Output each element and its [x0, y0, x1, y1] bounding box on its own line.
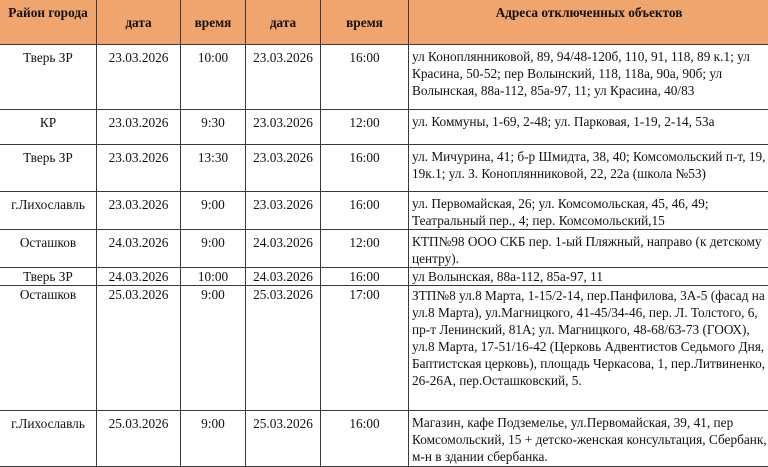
addresses-cell: ул Коноплянниковой, 89, 94/48-120б, 110, 91, 118, 89 к.1; ул Красина, 50-52; пер Волынский, 118, 118а, 90а, 90б; ул Волынская, 88а-112, 85а-97, 11; ул Красина, 40/83 [409, 45, 768, 110]
end-date-cell: 25.03.2026 [246, 411, 321, 467]
start-date-cell: 25.03.2026 [97, 286, 181, 411]
district-cell: г.Лихославль [0, 192, 97, 230]
start-time-cell: 13:30 [181, 145, 246, 192]
header-start-time: время [181, 0, 246, 45]
start-time-cell: 9:00 [181, 411, 246, 467]
table-row [0, 268, 768, 286]
header-addresses: Адреса отключенных объектов [409, 0, 768, 45]
table-row [0, 286, 768, 411]
start-time-cell: 9:30 [181, 110, 246, 145]
addresses-cell: Магазин, кафе Подземелье, ул.Первомайская, 39, 41, пер Комсомольский, 15 + детско-женская консультация, Сбербанк, м-н в здании сбербанка. [409, 411, 768, 467]
end-time-cell: 16:00 [321, 145, 409, 192]
district-cell: Осташков [0, 230, 97, 268]
end-time-cell: 17:00 [321, 286, 409, 411]
start-date-cell: 23.03.2026 [97, 45, 181, 110]
end-time-cell: 16:00 [321, 45, 409, 110]
addresses-cell: ул. Мичурина, 41; б-р Шмидта, 38, 40; Комсомольский п-т, 19, 19к.1; ул. З. Коноплянниковой, 22, 22а (школа №53) [409, 145, 768, 192]
district-cell: Тверь ЗР [0, 145, 97, 192]
start-date-cell: 24.03.2026 [97, 230, 181, 268]
addresses-cell: ул. Коммуны, 1-69, 2-48; ул. Парковая, 1-19, 2-14, 53а [409, 110, 768, 145]
start-time-cell: 9:00 [181, 286, 246, 411]
header-end-date: дата [246, 0, 321, 45]
header-end-time: время [321, 0, 409, 45]
start-date-cell: 23.03.2026 [97, 145, 181, 192]
end-time-cell: 16:00 [321, 192, 409, 230]
end-time-cell: 12:00 [321, 230, 409, 268]
start-time-cell: 10:00 [181, 268, 246, 286]
addresses-cell: ул. Первомайская, 26; ул. Комсомольская, 45, 46, 49; Театральный пер., 4; пер. Комсомольский,15 [409, 192, 768, 230]
table-row [0, 411, 768, 467]
end-date-cell: 23.03.2026 [246, 110, 321, 145]
start-date-cell: 23.03.2026 [97, 110, 181, 145]
district-cell: Тверь ЗР [0, 45, 97, 110]
end-time-cell: 12:00 [321, 110, 409, 145]
table-row [0, 45, 768, 110]
table-row [0, 110, 768, 145]
start-time-cell: 10:00 [181, 45, 246, 110]
header-district: Район города [0, 0, 97, 45]
start-date-cell: 23.03.2026 [97, 192, 181, 230]
end-date-cell: 23.03.2026 [246, 145, 321, 192]
end-date-cell: 23.03.2026 [246, 45, 321, 110]
district-cell: г.Лихославль [0, 411, 97, 467]
start-date-cell: 25.03.2026 [97, 411, 181, 467]
addresses-cell: КТП№98 ООО СКБ пер. 1-ый Пляжный, направо (к детскому центру). [409, 230, 768, 268]
start-time-cell: 9:00 [181, 230, 246, 268]
addresses-cell: ЗТП№8 ул.8 Марта, 1-15/2-14, пер.Панфилова, 3А-5 (фасад на ул.8 Марта), ул.Магницкого, 41-45/34-46, пер. Л. Толстого, 6, пр-т Ленинский, 81А; ул. Магницкого, 48-68/63-73 (ГООХ), ул.8 Марта, 17-51/16-42 (Церковь Адвентистов Седьмого Дня, Баптистская церковь), площадь Черкасова, 1, пер.Литвиненко, 26-26А, пер.Осташковский, 5. [409, 286, 768, 411]
end-date-cell: 24.03.2026 [246, 268, 321, 286]
end-time-cell: 16:00 [321, 268, 409, 286]
end-date-cell: 23.03.2026 [246, 192, 321, 230]
table-row [0, 192, 768, 230]
district-cell: КР [0, 110, 97, 145]
end-date-cell: 24.03.2026 [246, 230, 321, 268]
district-cell: Осташков [0, 286, 97, 411]
header-start-date: дата [97, 0, 181, 45]
addresses-cell: ул Волынская, 88а-112, 85а-97, 11 [409, 268, 768, 286]
start-time-cell: 9:00 [181, 192, 246, 230]
district-cell: Тверь ЗР [0, 268, 97, 286]
end-time-cell: 16:00 [321, 411, 409, 467]
end-date-cell: 25.03.2026 [246, 286, 321, 411]
table-row [0, 145, 768, 192]
table-row [0, 230, 768, 268]
start-date-cell: 24.03.2026 [97, 268, 181, 286]
header-row [0, 0, 768, 45]
